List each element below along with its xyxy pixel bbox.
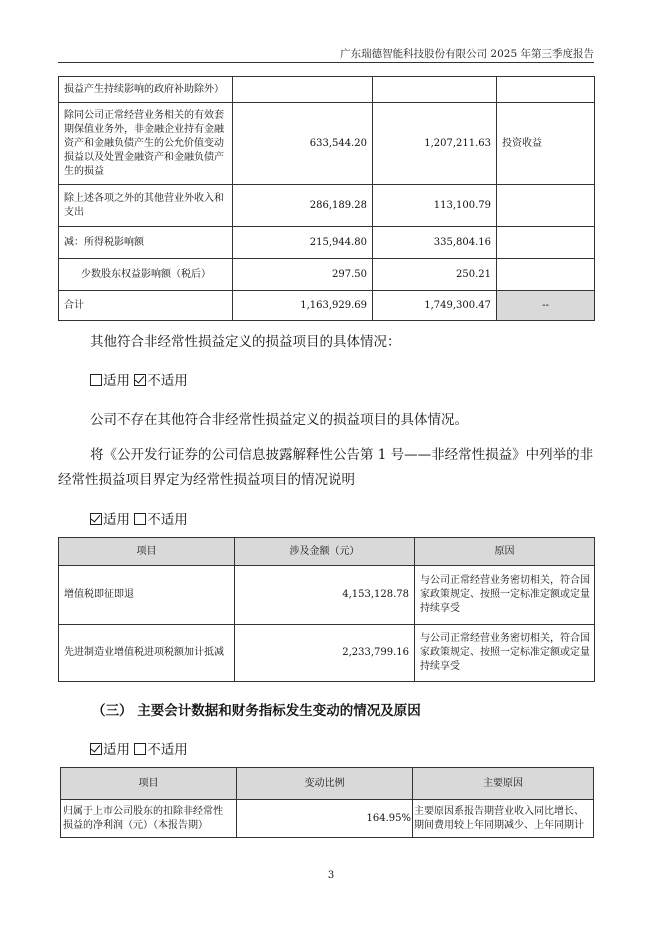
table-row — [61, 800, 594, 838]
item-cell: 减：所得税影响额 — [59, 227, 233, 259]
amount-cell: 2,233,799.16 — [235, 625, 415, 682]
current-period-cell: 286,189.28 — [233, 185, 373, 227]
page-number: 3 — [327, 870, 335, 881]
current-period-cell — [233, 77, 373, 103]
reason-cell: 与公司正常经营业务密切相关，符合国家政策规定、按照一定标准定额或定量持续享受 — [415, 566, 595, 625]
column-header: 项目 — [59, 538, 235, 566]
section-title: （三） 主要会计数据和财务指标发生变动的情况及原因 — [92, 703, 421, 719]
change-analysis-table — [60, 767, 594, 838]
item-cell: 损益产生持续影响的政府补助除外） — [59, 77, 233, 103]
current-period-total: 1,163,929.69 — [233, 291, 373, 321]
reclassification-note-line2: 经常性损益项目界定为经常性损益项目的情况说明 — [58, 472, 355, 488]
note-cell: 投资收益 — [497, 103, 595, 185]
not-applicable-label: 不适用 — [147, 742, 188, 758]
header-rule — [58, 62, 594, 63]
table-row — [59, 259, 595, 291]
note-cell — [497, 227, 595, 259]
ratio-cell: 164.95% — [237, 800, 413, 838]
ytd-cell: 113,100.79 — [373, 185, 497, 227]
table-header-row — [59, 538, 595, 566]
applicability-option — [90, 511, 188, 529]
unchecked-box-icon — [134, 743, 146, 755]
reclassification-note-line1: 将《公开发行证券的公司信息披露解释性公告第 1 号——非经常性损益》中列举的非 — [90, 447, 594, 463]
column-header: 主要原因 — [413, 768, 594, 800]
checked-box-icon — [90, 513, 102, 525]
note-cell — [497, 185, 595, 227]
column-header: 涉及金额（元） — [235, 538, 415, 566]
not-applicable-label: 不适用 — [147, 512, 188, 528]
table-row — [59, 185, 595, 227]
table-row — [59, 77, 595, 103]
reclassified-items-table — [58, 537, 595, 682]
ytd-cell: 335,804.16 — [373, 227, 497, 259]
current-period-cell: 215,944.80 — [233, 227, 373, 259]
unchecked-box-icon — [90, 374, 102, 386]
total-label: 合计 — [59, 291, 233, 321]
note-cell — [497, 259, 595, 291]
item-cell: 少数股东权益影响额（税后） — [59, 259, 233, 291]
table-row — [59, 227, 595, 259]
no-other-items-statement: 公司不存在其他符合非经常性损益定义的损益项目的具体情况。 — [90, 412, 468, 428]
other-items-heading: 其他符合非经常性损益定义的损益项目的具体情况： — [90, 334, 401, 350]
column-header: 原因 — [415, 538, 595, 566]
note-cell — [497, 77, 595, 103]
applicable-label: 适用 — [103, 373, 130, 389]
nonrecurring-items-table — [58, 76, 595, 321]
ytd-cell — [373, 77, 497, 103]
item-cell: 归属于上市公司股东的扣除非经常性损益的净利润（元）（本报告期） — [61, 800, 237, 838]
table-row — [59, 566, 595, 625]
amount-cell: 4,153,128.78 — [235, 566, 415, 625]
ytd-total: 1,749,300.47 — [373, 291, 497, 321]
note-cell: -- — [497, 291, 595, 321]
table-row — [59, 625, 595, 682]
current-period-cell: 297.50 — [233, 259, 373, 291]
reason-cell: 与公司正常经营业务密切相关，符合国家政策规定、按照一定标准定额或定量持续享受 — [415, 625, 595, 682]
applicability-option — [90, 372, 188, 390]
table-row — [59, 103, 595, 185]
checked-box-icon — [134, 374, 146, 386]
item-cell: 除同公司正常经营业务相关的有效套期保值业务外，非金融企业持有金融资产和金融负债产生的公允价值变动损益以及处置金融资产和金融负债产生的损益 — [59, 103, 233, 185]
applicability-option — [90, 741, 188, 759]
column-header: 项目 — [61, 768, 237, 800]
checked-box-icon — [90, 743, 102, 755]
ytd-cell: 250.21 — [373, 259, 497, 291]
not-applicable-label: 不适用 — [147, 373, 188, 389]
table-header-row — [61, 768, 594, 800]
current-period-cell: 633,544.20 — [233, 103, 373, 185]
column-header: 变动比例 — [237, 768, 413, 800]
ytd-cell: 1,207,211.63 — [373, 103, 497, 185]
unchecked-box-icon — [134, 513, 146, 525]
item-cell: 先进制造业增值税进项税额加计抵减 — [59, 625, 235, 682]
applicable-label: 适用 — [103, 512, 130, 528]
table-row — [59, 291, 595, 321]
item-cell: 增值税即征即退 — [59, 566, 235, 625]
reason-cell: 主要原因系报告期营业收入同比增长、期间费用较上年同期减少、上年同期计 — [413, 800, 594, 838]
report-header: 广东瑞德智能科技股份有限公司 2025 年第三季度报告 — [340, 48, 594, 60]
applicable-label: 适用 — [103, 742, 130, 758]
item-cell: 除上述各项之外的其他营业外收入和支出 — [59, 185, 233, 227]
